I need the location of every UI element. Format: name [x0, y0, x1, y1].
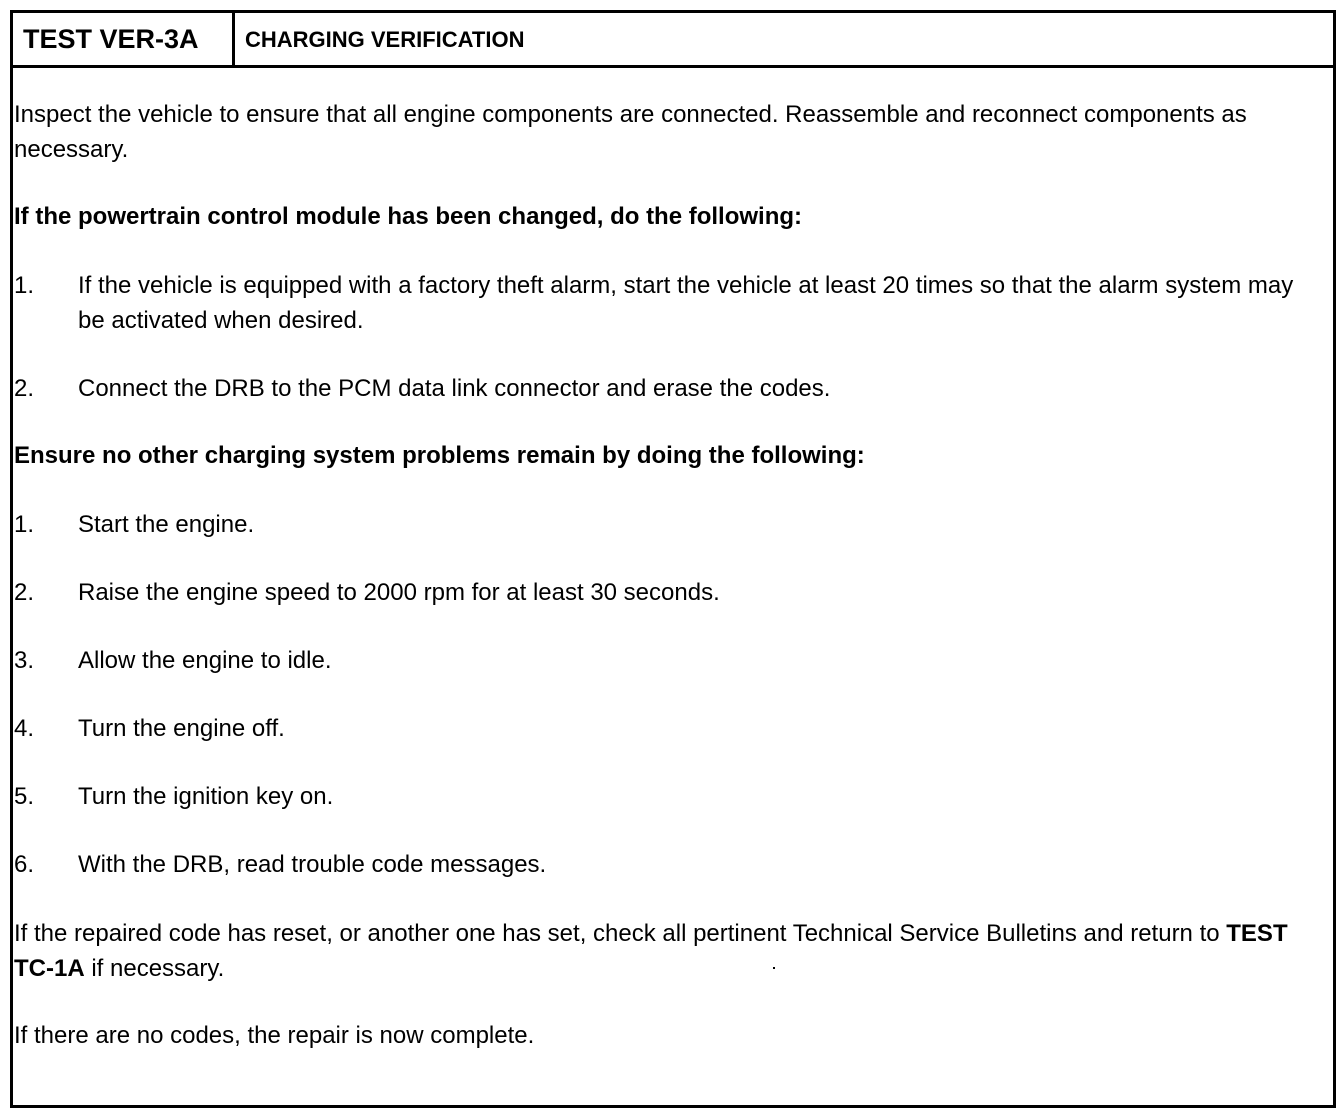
- step-number: 5.: [14, 783, 35, 810]
- step-number: 4.: [14, 715, 35, 742]
- step-text: Turn the ignition key on.: [78, 783, 334, 810]
- test-header: [13, 13, 1333, 68]
- step-number: 3.: [14, 647, 35, 674]
- intro-paragraph: Inspect the vehicle to ensure that all engine components are connected. Reassemble and reconnect components as necessary.: [14, 101, 1247, 163]
- step-text: Allow the engine to idle.: [78, 647, 332, 674]
- step-text: Connect the DRB to the PCM data link connector and erase the codes.: [78, 375, 831, 402]
- reset-note-text: If the repaired code has reset, or another one has set, check all pertinent Technical Service Bulletins and return to: [14, 920, 1227, 947]
- step-text: With the DRB, read trouble code messages.: [78, 851, 547, 878]
- complete-note: If there are no codes, the repair is now complete.: [14, 1022, 535, 1049]
- test-reference: TEST TC-1A: [14, 920, 1288, 982]
- step-text: Raise the engine speed to 2000 rpm for at least 30 seconds.: [78, 579, 720, 606]
- step-text: If the vehicle is equipped with a factory theft alarm, start the vehicle at least 20 times so that the alarm system may be activated when desired.: [78, 272, 1294, 334]
- test-title: CHARGING VERIFICATION: [245, 27, 525, 52]
- step-number: 6.: [14, 851, 35, 878]
- step-number: 2.: [14, 375, 35, 402]
- step-text: Turn the engine off.: [78, 715, 285, 742]
- test-id: TEST VER-3A: [13, 13, 235, 65]
- step-number: 2.: [14, 579, 35, 606]
- scan-speck: [773, 967, 775, 969]
- verify-section-heading: Ensure no other charging system problems remain by doing the following:: [14, 442, 865, 469]
- step-number: 1.: [14, 272, 35, 299]
- pcm-section-heading: If the powertrain control module has been changed, do the following:: [14, 203, 803, 230]
- step-number: 1.: [14, 511, 35, 538]
- reset-note-tail: if necessary.: [84, 955, 225, 982]
- step-text: Start the engine.: [78, 511, 255, 538]
- reset-note: [14, 916, 1304, 986]
